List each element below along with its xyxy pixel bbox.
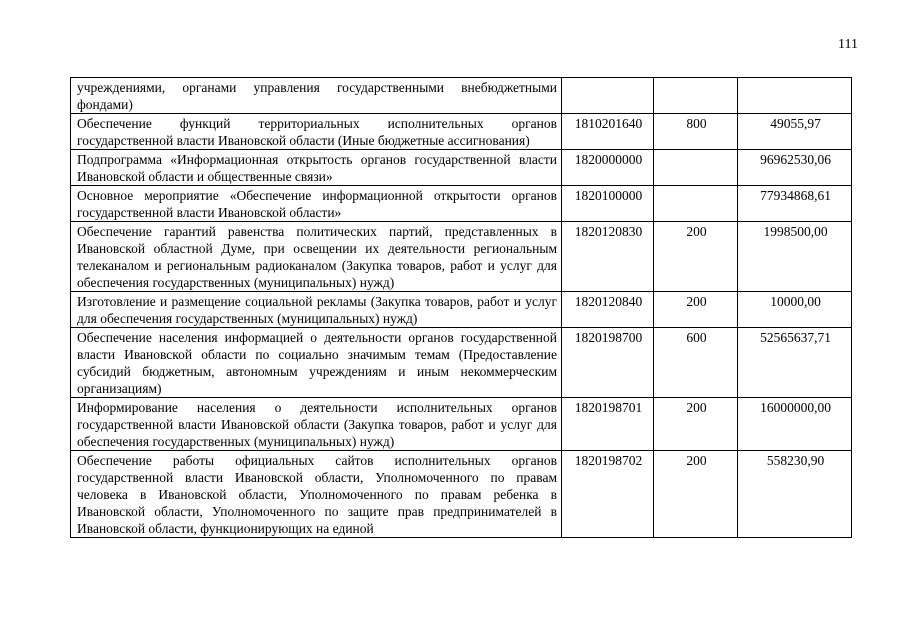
row-expense-type [654,150,738,186]
table-row [71,398,852,451]
row-amount: 10000,00 [738,292,852,328]
row-code: 1820120840 [562,292,654,328]
row-code: 1810201640 [562,114,654,150]
page-number: 111 [838,37,858,52]
row-expense-type: 200 [654,292,738,328]
table-row [71,451,852,538]
row-amount [738,78,852,114]
row-expense-type [654,186,738,222]
row-code: 1820000000 [562,150,654,186]
row-description: Обеспечение функций территориальных исполнительных органов государственной власти Ивановской области (Иные бюджетные ассигнования) [71,114,562,150]
table-row [71,328,852,398]
table-row [71,150,852,186]
row-description: учреждениями, органами управления государственными внебюджетными фондами) [71,78,562,114]
row-expense-type: 200 [654,398,738,451]
row-expense-type [654,78,738,114]
row-code: 1820198701 [562,398,654,451]
row-expense-type: 200 [654,222,738,292]
row-description: Основное мероприятие «Обеспечение информационной открытости органов государственной власти Ивановской области» [71,186,562,222]
table-row [71,222,852,292]
row-expense-type: 600 [654,328,738,398]
row-code: 1820198702 [562,451,654,538]
row-description: Обеспечение работы официальных сайтов исполнительных органов государственной власти Ивановской области, Уполномоченного по правам человека в Ивановской области, Уполномоченного по правам ребенка в Ивановской области, Уполномоченного по защите прав предпринимателей в Ивановской области, функционирующих на единой [71,451,562,538]
row-code: 1820198700 [562,328,654,398]
row-amount: 77934868,61 [738,186,852,222]
budget-table [70,77,852,538]
row-amount: 1998500,00 [738,222,852,292]
row-amount: 49055,97 [738,114,852,150]
row-description: Подпрограмма «Информационная открытость органов государственной власти Ивановской области и общественные связи» [71,150,562,186]
row-amount: 96962530,06 [738,150,852,186]
row-expense-type: 200 [654,451,738,538]
row-expense-type: 800 [654,114,738,150]
row-description: Обеспечение населения информацией о деятельности органов государственной власти Ивановской области по социально значимым темам (Предоставление субсидий бюджетным, автономным учреждениям и иным некоммерческим организациям) [71,328,562,398]
row-description: Информирование населения о деятельности исполнительных органов государственной власти Ивановской области (Закупка товаров, работ и услуг для обеспечения государственных (муниципальных) нужд) [71,398,562,451]
row-code [562,78,654,114]
row-code: 1820100000 [562,186,654,222]
table-row [71,78,852,114]
row-amount: 52565637,71 [738,328,852,398]
row-code: 1820120830 [562,222,654,292]
row-amount: 558230,90 [738,451,852,538]
row-amount: 16000000,00 [738,398,852,451]
table-row [71,186,852,222]
table-row [71,114,852,150]
table-row [71,292,852,328]
row-description: Изготовление и размещение социальной рекламы (Закупка товаров, работ и услуг для обеспечения государственных (муниципальных) нужд) [71,292,562,328]
row-description: Обеспечение гарантий равенства политических партий, представленных в Ивановской областной Думе, при освещении их деятельности региональным телеканалом и региональным радиоканалом (Закупка товаров, работ и услуг для обеспечения государственных (муниципальных) нужд) [71,222,562,292]
